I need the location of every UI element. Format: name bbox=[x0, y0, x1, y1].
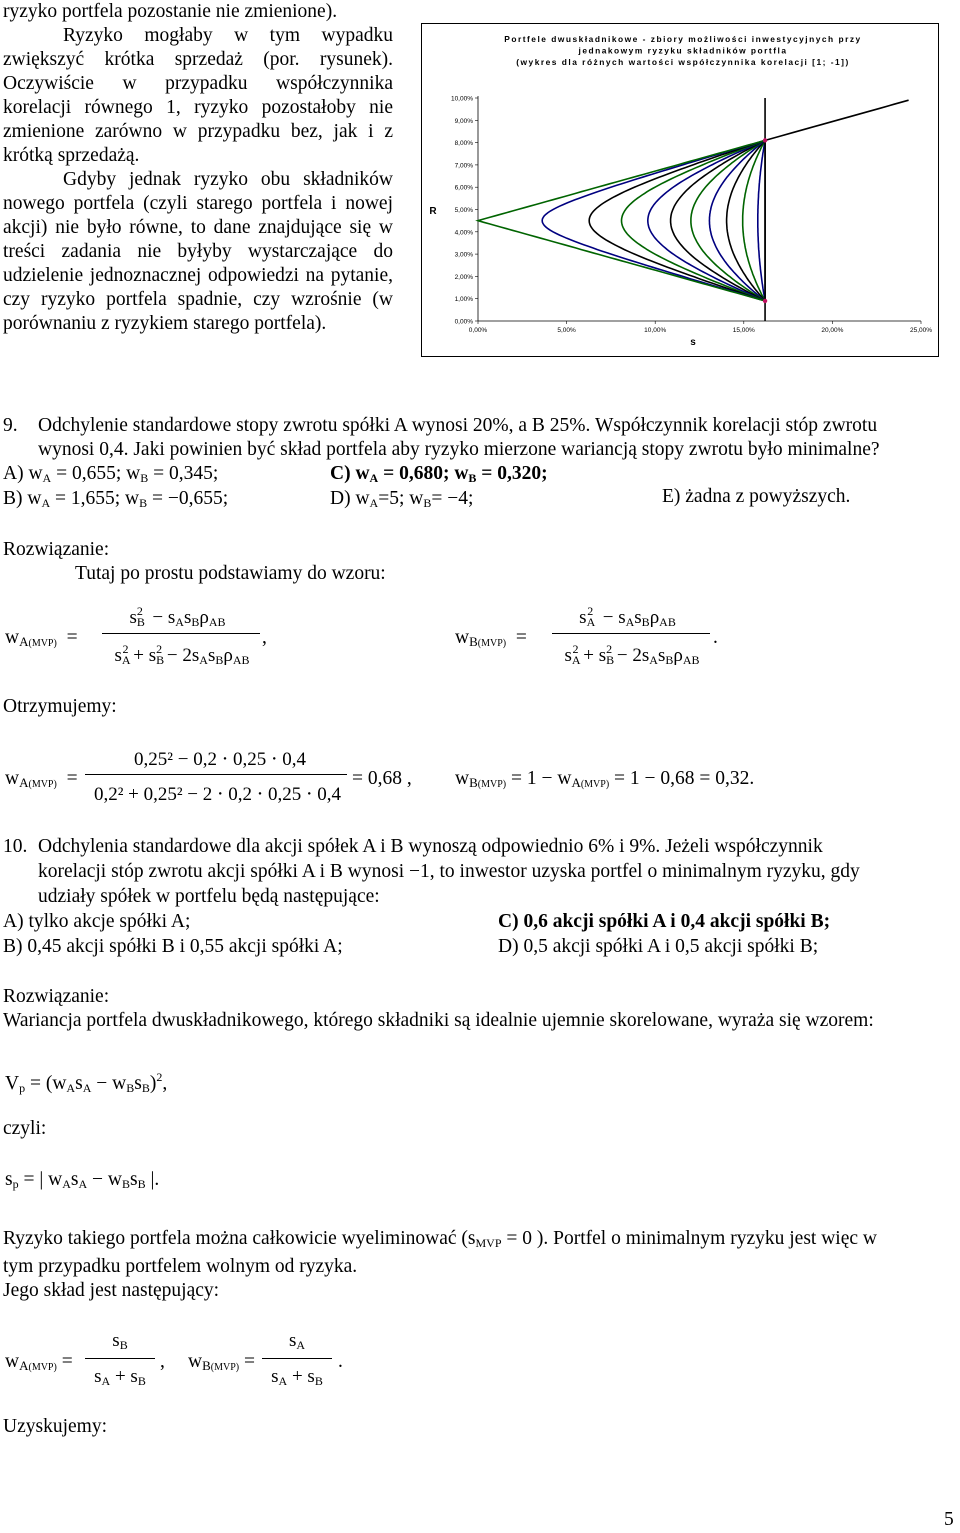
formula-wa-numerator: $s_B^2 - s_As_B\rho_{AB}$ bbox=[129, 604, 226, 629]
q10-solution-label: Rozwiązanie: bbox=[3, 986, 110, 1007]
calc-wa-lhs: $w_{A(MVP)}$ = bbox=[5, 768, 78, 790]
x-tick-label: 10,00% bbox=[644, 327, 667, 334]
intro-line-1: ryzyko portfela pozostanie nie zmienione). bbox=[3, 1, 338, 22]
q10-result-label: Uzyskujemy: bbox=[3, 1416, 107, 1437]
x-tick-label: 25,00% bbox=[909, 327, 933, 334]
x-tick-label: 0,00% bbox=[468, 327, 488, 334]
formula-comp-wb-den: $s_A + s_B$ bbox=[271, 1366, 323, 1388]
q9-option-d-prefix: D) w bbox=[330, 488, 370, 509]
formula-comp-wb-num: $s_A$ bbox=[288, 1330, 306, 1352]
q9-solution-text: Tutaj po prostu podstawiamy do wzoru: bbox=[75, 563, 386, 584]
formula-comp-wb-lhs: $w_{B(MVP)}$ = bbox=[188, 1351, 255, 1373]
formula-wb-lhs: $w_{B(MVP)}$ = bbox=[455, 627, 527, 649]
formula-wa-bar bbox=[102, 633, 260, 634]
formula-wa-lhs: $w_{A(MVP)}$ = bbox=[5, 627, 78, 649]
formula-comp-wb-bar bbox=[262, 1358, 332, 1359]
formula-comp-wa-bar bbox=[85, 1358, 155, 1359]
x-axis-label: s bbox=[690, 337, 696, 348]
formula-period: . bbox=[713, 627, 718, 648]
chart-title-line: jednakowym ryzyku składników portfla bbox=[578, 45, 788, 56]
y-tick-label: 1,00% bbox=[454, 296, 473, 304]
intro-paragraph-2-text: Gdyby jednak ryzyko obu składników nowego portfela (czyli starego portfela i nowej akcji) nie było równe, to dane znajdujące się w treści zadania nie byłyby wystarczające do udzielenie jednoznacznej odpowiedzi na pytanie, czy ryzyko portfela spadnie, czy wzrośnie (w porównaniu z ryzykiem starego portfela). bbox=[3, 169, 393, 334]
intro-paragraph-1 bbox=[3, 24, 393, 168]
asset-point bbox=[763, 138, 767, 142]
q9-number: 9. bbox=[3, 415, 18, 436]
q10-option-c: C) 0,6 akcji spółki A i 0,4 akcji spółki B; bbox=[498, 911, 831, 932]
formula-wb-bar bbox=[552, 633, 710, 634]
q10-czyli: czyli: bbox=[3, 1118, 47, 1139]
formula-wa-denominator: $s_A^2 + s_B^2 - 2s_As_B\rho_{AB}$ bbox=[114, 642, 250, 667]
formula-comp-wa-lhs: $w_{A(MVP)}$ = bbox=[5, 1351, 73, 1373]
y-tick-label: 9,00% bbox=[454, 117, 473, 125]
q9-text-1: Odchylenie standardowe stopy zwrotu spółki A wynosi 20%, a B 25%. Współczynnik korelacji stóp zwrotu bbox=[38, 415, 878, 436]
y-axis-label: R bbox=[429, 206, 437, 217]
q10-text-4b: ). Portfel o minimalnym ryzyku jest więc w bbox=[536, 1228, 877, 1249]
q10-option-a: A) tylko akcje spółki A; bbox=[3, 911, 191, 932]
calc-wb: $w_{B(MVP)} = 1 - w_{A(MVP)} = 1 - 0,68 = 0,32$. bbox=[455, 768, 755, 790]
q9-option-a: A) $w_A = 0,655$; $w_B = 0,345$; bbox=[3, 463, 219, 485]
calc-result: = 0,68 , bbox=[352, 768, 412, 789]
calc-numerator: 0,25² − 0,2 ⋅ 0,25 ⋅ 0,4 bbox=[134, 749, 306, 770]
q10-solution-text: Wariancja portfela dwuskładnikowego, którego składniki są idealnie ujemnie skorelowane, wyraża się wzorem: bbox=[3, 1010, 874, 1031]
q10-text-6: Jego skład jest następujący: bbox=[3, 1280, 220, 1301]
q10-text-3: udziały spółek w portfelu będą następujące: bbox=[38, 886, 380, 907]
formula-comp-period: . bbox=[338, 1351, 343, 1372]
q10-text-5: tym przypadku portfelem wolnym od ryzyka. bbox=[3, 1256, 358, 1277]
y-tick-label: 7,00% bbox=[454, 162, 473, 170]
y-tick-label: 2,00% bbox=[454, 273, 473, 281]
intro-paragraph-1-text: Ryzyko mogłaby w tym wypadku zwiększyć krótka sprzedaż (por. rysunek). Oczywiście w przypadku współczynnika korelacji równego 1, ryzyko pozostałoby nie zmienione zarówno w przypadku bez, jak i z krótką sprzedażą. bbox=[3, 25, 393, 166]
q9-solution-label: Rozwiązanie: bbox=[3, 539, 110, 560]
q9-option-b-prefix: B) w bbox=[3, 488, 42, 509]
calc-wb-mid: = 1 − w bbox=[510, 768, 572, 789]
y-tick-label: 10,00% bbox=[450, 95, 473, 103]
calc-wb-end: = 1 − 0,68 = 0,32. bbox=[614, 768, 755, 789]
q9-option-d-end: = −4; bbox=[431, 488, 474, 509]
intro-paragraph-2 bbox=[3, 168, 393, 336]
calc-bar bbox=[85, 774, 347, 775]
q9-option-b: B) $w_A = 1,655$; $w_B = -0,655$; bbox=[3, 488, 229, 510]
q10-text-4a: Ryzyko takiego portfela można całkowicie wyeliminować ( bbox=[3, 1228, 468, 1249]
y-tick-label: 6,00% bbox=[454, 184, 473, 192]
q9-option-a-end: = 0,345; bbox=[153, 463, 219, 484]
formula-comp-wa-den: $s_A + s_B$ bbox=[94, 1366, 146, 1388]
x-tick-label: 15,00% bbox=[732, 327, 755, 334]
q10-text-4: Ryzyko takiego portfela można całkowicie wyeliminować ($s_{MVP} = 0$ ). Portfel o minimalnym ryzyku jest więc w bbox=[3, 1228, 877, 1250]
q9-option-c-end: = 0,320; bbox=[481, 463, 548, 484]
q9-option-d-mid: =5; w bbox=[378, 488, 424, 509]
q10-option-b: B) 0,45 akcji spółki B i 0,55 akcji spółki A; bbox=[3, 936, 343, 957]
portfolio-chart bbox=[421, 23, 939, 357]
formula-variance: $V_p = (w_As_A - w_Bs_B)^2$, bbox=[5, 1070, 168, 1095]
chart-title-line: Portfele dwuskładnikowe - zbiory możliwości inwestycyjnych przy bbox=[504, 34, 862, 44]
y-tick-label: 8,00% bbox=[454, 140, 473, 148]
formula-wb-numerator: $s_A^2 - s_As_B\rho_{AB}$ bbox=[579, 604, 676, 629]
y-tick-label: 5,00% bbox=[454, 207, 473, 214]
chart-title-line: (wykres dla różnych wartości współczynnika korelacji [1; -1]) bbox=[516, 57, 850, 67]
formula-comp-comma: , bbox=[160, 1351, 165, 1372]
q9-option-d: D) $w_A=5$; $w_B= -4$; bbox=[330, 488, 474, 510]
q10-text-2: korelacji stóp zwrotu akcji spółki A i B wynosi −1, to inwestor uzyska portfel o minimalnym ryzyku, gdy bbox=[38, 861, 860, 882]
asset-point bbox=[763, 299, 767, 303]
page-number: 5 bbox=[944, 1509, 954, 1530]
q10-text-1: Odchylenia standardowe dla akcji spółek A i B wynoszą odpowiednio 6% i 9%. Jeżeli współczynnik bbox=[38, 836, 823, 857]
x-tick-label: 5,00% bbox=[557, 327, 576, 334]
q9-result-label: Otrzymujemy: bbox=[3, 696, 117, 717]
q9-option-c: C) $w_A = 0,680$; $w_B = 0,320$; bbox=[330, 463, 548, 485]
q9-option-c-mid: = 0,680; w bbox=[383, 463, 469, 484]
y-tick-label: 0,00% bbox=[454, 318, 473, 326]
q9-option-a-mid: = 0,655; w bbox=[56, 463, 141, 484]
q9-option-b-mid: = 1,655; w bbox=[55, 488, 140, 509]
formula-wb-denominator: $s_A^2 + s_B^2 - 2s_As_B\rho_{AB}$ bbox=[564, 642, 700, 667]
calc-denominator: 0,2² + 0,25² − 2 ⋅ 0,2 ⋅ 0,25 ⋅ 0,4 bbox=[93, 784, 342, 805]
q9-option-a-prefix: A) w bbox=[3, 463, 43, 484]
y-tick-label: 4,00% bbox=[454, 229, 473, 237]
q10-option-d: D) 0,5 akcji spółki A i 0,5 akcji spółki B; bbox=[498, 936, 819, 957]
x-tick-label: 20,00% bbox=[821, 327, 844, 334]
formula-comma: , bbox=[262, 627, 267, 648]
y-tick-label: 3,00% bbox=[454, 251, 473, 259]
q9-text-2: wynosi 0,4. Jaki powinien być skład portfela aby ryzyko mierzone wariancją stopy zwrotu było minimalne? bbox=[38, 439, 880, 460]
q9-option-e: E) żadna z powyższych. bbox=[662, 486, 851, 507]
formula-comp-wa-num: $s_B$ bbox=[112, 1330, 128, 1352]
q9-option-b-end: = −0,655; bbox=[152, 488, 229, 509]
q9-option-c-prefix: C) w bbox=[330, 463, 370, 484]
q10-number: 10. bbox=[3, 836, 28, 857]
formula-sigma: $s_p$ = | $w_As_A - w_Bs_B$ |. bbox=[5, 1169, 160, 1191]
